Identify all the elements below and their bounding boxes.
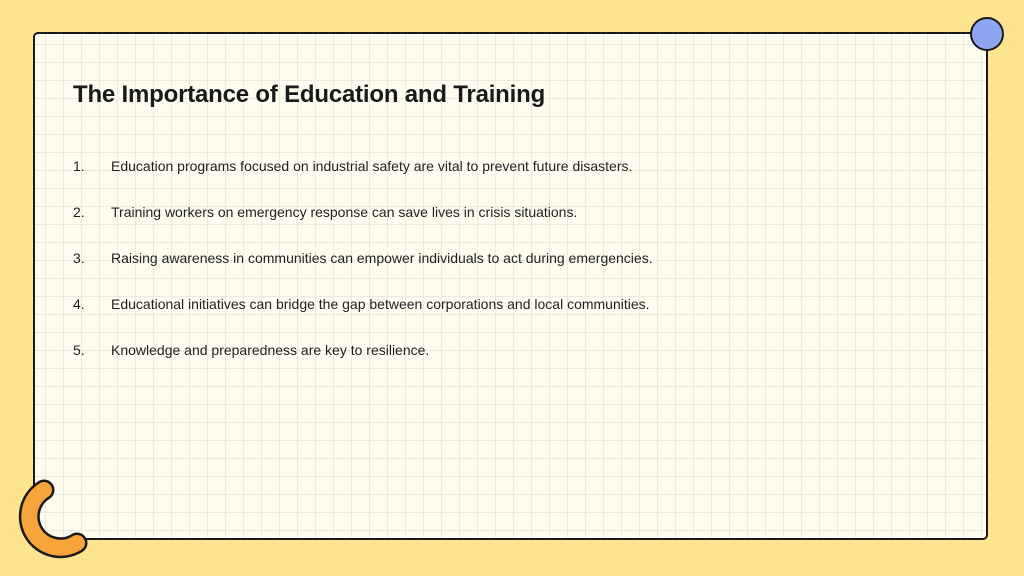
list-item-text: Knowledge and preparedness are key to resilience. <box>111 342 430 358</box>
list-item-text: Raising awareness in communities can empower individuals to act during emergencies. <box>111 250 653 266</box>
list-item-text: Educational initiatives can bridge the gap between corporations and local communities. <box>111 296 650 312</box>
list-item-number: 4. <box>73 296 85 312</box>
list-item-number: 1. <box>73 158 85 174</box>
blue-circle-decoration <box>970 17 1004 51</box>
list-item-number: 3. <box>73 250 85 266</box>
list-item-number: 5. <box>73 342 85 358</box>
list-item-text: Education programs focused on industrial safety are vital to prevent future disasters. <box>111 158 633 174</box>
list-item-number: 2. <box>73 204 85 220</box>
slide-card <box>33 32 988 540</box>
list-item-text: Training workers on emergency response can save lives in crisis situations. <box>111 204 578 220</box>
slide-title: The Importance of Education and Training <box>73 81 546 108</box>
orange-arc-decoration <box>6 468 88 568</box>
